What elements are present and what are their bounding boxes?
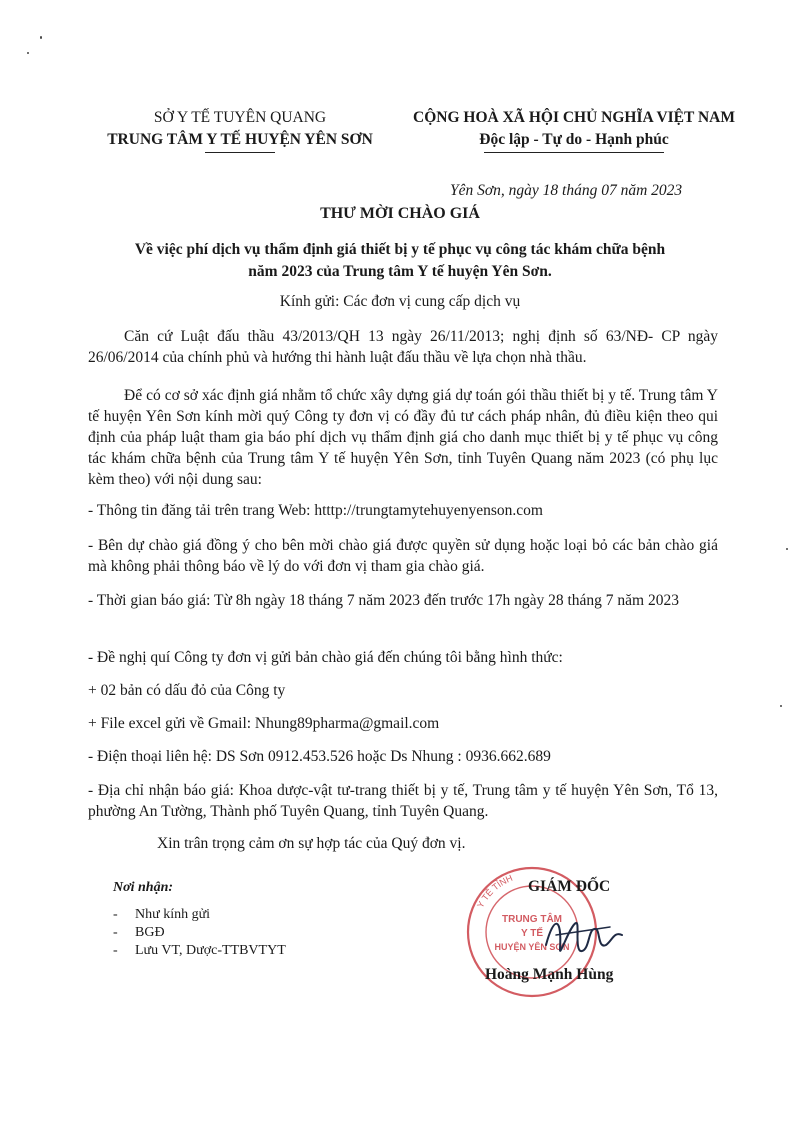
subject-line-1: Về việc phí dịch vụ thẩm định giá thiết bị y tế phục vụ công tác khám chữa bệnh — [134, 241, 666, 258]
submission-form-email: + File excel gửi về Gmail: Nhung89pharma@gmail.com — [88, 715, 440, 732]
thanks-line: Xin trân trọng cảm ơn sự hợp tác của Quý đơn vị. — [157, 835, 466, 852]
national-heading — [388, 107, 760, 153]
document-title: THƯ MỜI CHÀO GIÁ — [320, 205, 480, 222]
seal-center-line-3: HUYỆN YÊN SƠN — [494, 942, 570, 952]
submission-form-paper: + 02 bản có dấu đỏ của Công ty — [88, 682, 286, 699]
recipients-label: Nơi nhận: — [113, 880, 174, 895]
contact-phone: - Điện thoại liên hệ: DS Sơn 0912.453.526 hoặc Ds Nhung : 0936.662.689 — [88, 748, 551, 765]
submission-form-intro: - Đề nghị quí Công ty đơn vị gửi bản chào giá đến chúng tôi bằng hình thức: — [88, 649, 563, 666]
nation-name: CỘNG HOÀ XÃ HỘI CHỦ NGHĨA VIỆT NAM — [413, 109, 735, 126]
recipient-item: - Như kính gửi — [113, 906, 286, 924]
recipient-item: - BGĐ — [113, 924, 286, 942]
seal-center-line-1: TRUNG TÂM — [502, 914, 562, 925]
national-motto: Độc lập - Tự do - Hạnh phúc — [479, 131, 669, 148]
place-date: Yên Sơn, ngày 18 tháng 07 năm 2023 — [450, 182, 683, 199]
signer-name: Hoàng Mạnh Hùng — [485, 966, 614, 983]
time-paragraph: - Thời gian báo giá: Từ 8h ngày 18 tháng 7 năm 2023 đến trước 17h ngày 28 tháng 7 năm 2023 — [88, 592, 679, 609]
legal-basis-paragraph: Căn cứ Luật đấu thầu 43/2013/QH 13 ngày 26/11/2013; nghị định số 63/NĐ- CP ngày 26/06/2014 của chính phủ và hướng thi hành luật đấu thầu về lựa chọn nhà thầu. — [88, 328, 718, 366]
seal-ring-text: Y TẾ TỈNH — [475, 872, 515, 910]
salutation: Kính gửi: Các đơn vị cung cấp dịch vụ — [279, 293, 521, 310]
rights-paragraph: - Bên dự chào giá đồng ý cho bên mời chào giá được quyền sử dụng hoặc loại bỏ các bản chào giá mà không phải thông báo về lý do với đơn vị tham gia chào giá. — [88, 537, 718, 575]
scan-speck — [786, 548, 788, 550]
scan-speck — [40, 36, 42, 39]
submission-address: - Địa chỉ nhận báo giá: Khoa dược-vật tư-trang thiết bị y tế, Trung tâm y tế huyện Yên Sơn, Tổ 13, phường An Tường, Thành phố Tuyên Quang, tỉnh Tuyên Quang. — [88, 782, 718, 820]
recipients-list — [113, 906, 286, 960]
parent-organization: SỞ Y TẾ TUYÊN QUANG — [153, 109, 327, 126]
organization-name: TRUNG TÂM Y TẾ HUYỆN YÊN SƠN — [107, 131, 373, 148]
handwritten-signature — [540, 905, 630, 965]
motto-underline — [484, 152, 664, 153]
website-line: - Thông tin đăng tải trên trang Web: htttp://trungtamytehuyenyenson.com — [88, 502, 543, 519]
invitation-paragraph: Để có cơ sở xác định giá nhằm tổ chức xây dựng giá dự toán gói thầu thiết bị y tế. Trung tâm Y tế huyện Yên Sơn kính mời quý Công ty đơn vị có đầy đủ tư cách pháp nhân, đủ điều kiện theo qui định của pháp luật tham gia báo phí dịch vụ thẩm định giá cho danh mục thiết bị y tế phục vụ công tác khám chữa bệnh của Trung tâm Y tế huyện Yên Sơn, tỉnh Tuyên Quang năm 2023 (có phụ lục kèm theo) với nội dung sau: — [88, 387, 718, 488]
organization-underline — [205, 152, 275, 153]
issuing-organization — [90, 107, 390, 153]
signer-position: GIÁM ĐỐC — [528, 878, 611, 895]
document-subject — [60, 239, 740, 283]
seal-center-line-2: Y TẾ — [520, 928, 544, 939]
recipient-item: - Lưu VT, Dược-TTBVTYT — [113, 942, 286, 960]
scan-speck — [780, 705, 782, 707]
scan-speck — [27, 52, 29, 54]
subject-line-2: năm 2023 của Trung tâm Y tế huyện Yên Sơn. — [248, 263, 552, 280]
